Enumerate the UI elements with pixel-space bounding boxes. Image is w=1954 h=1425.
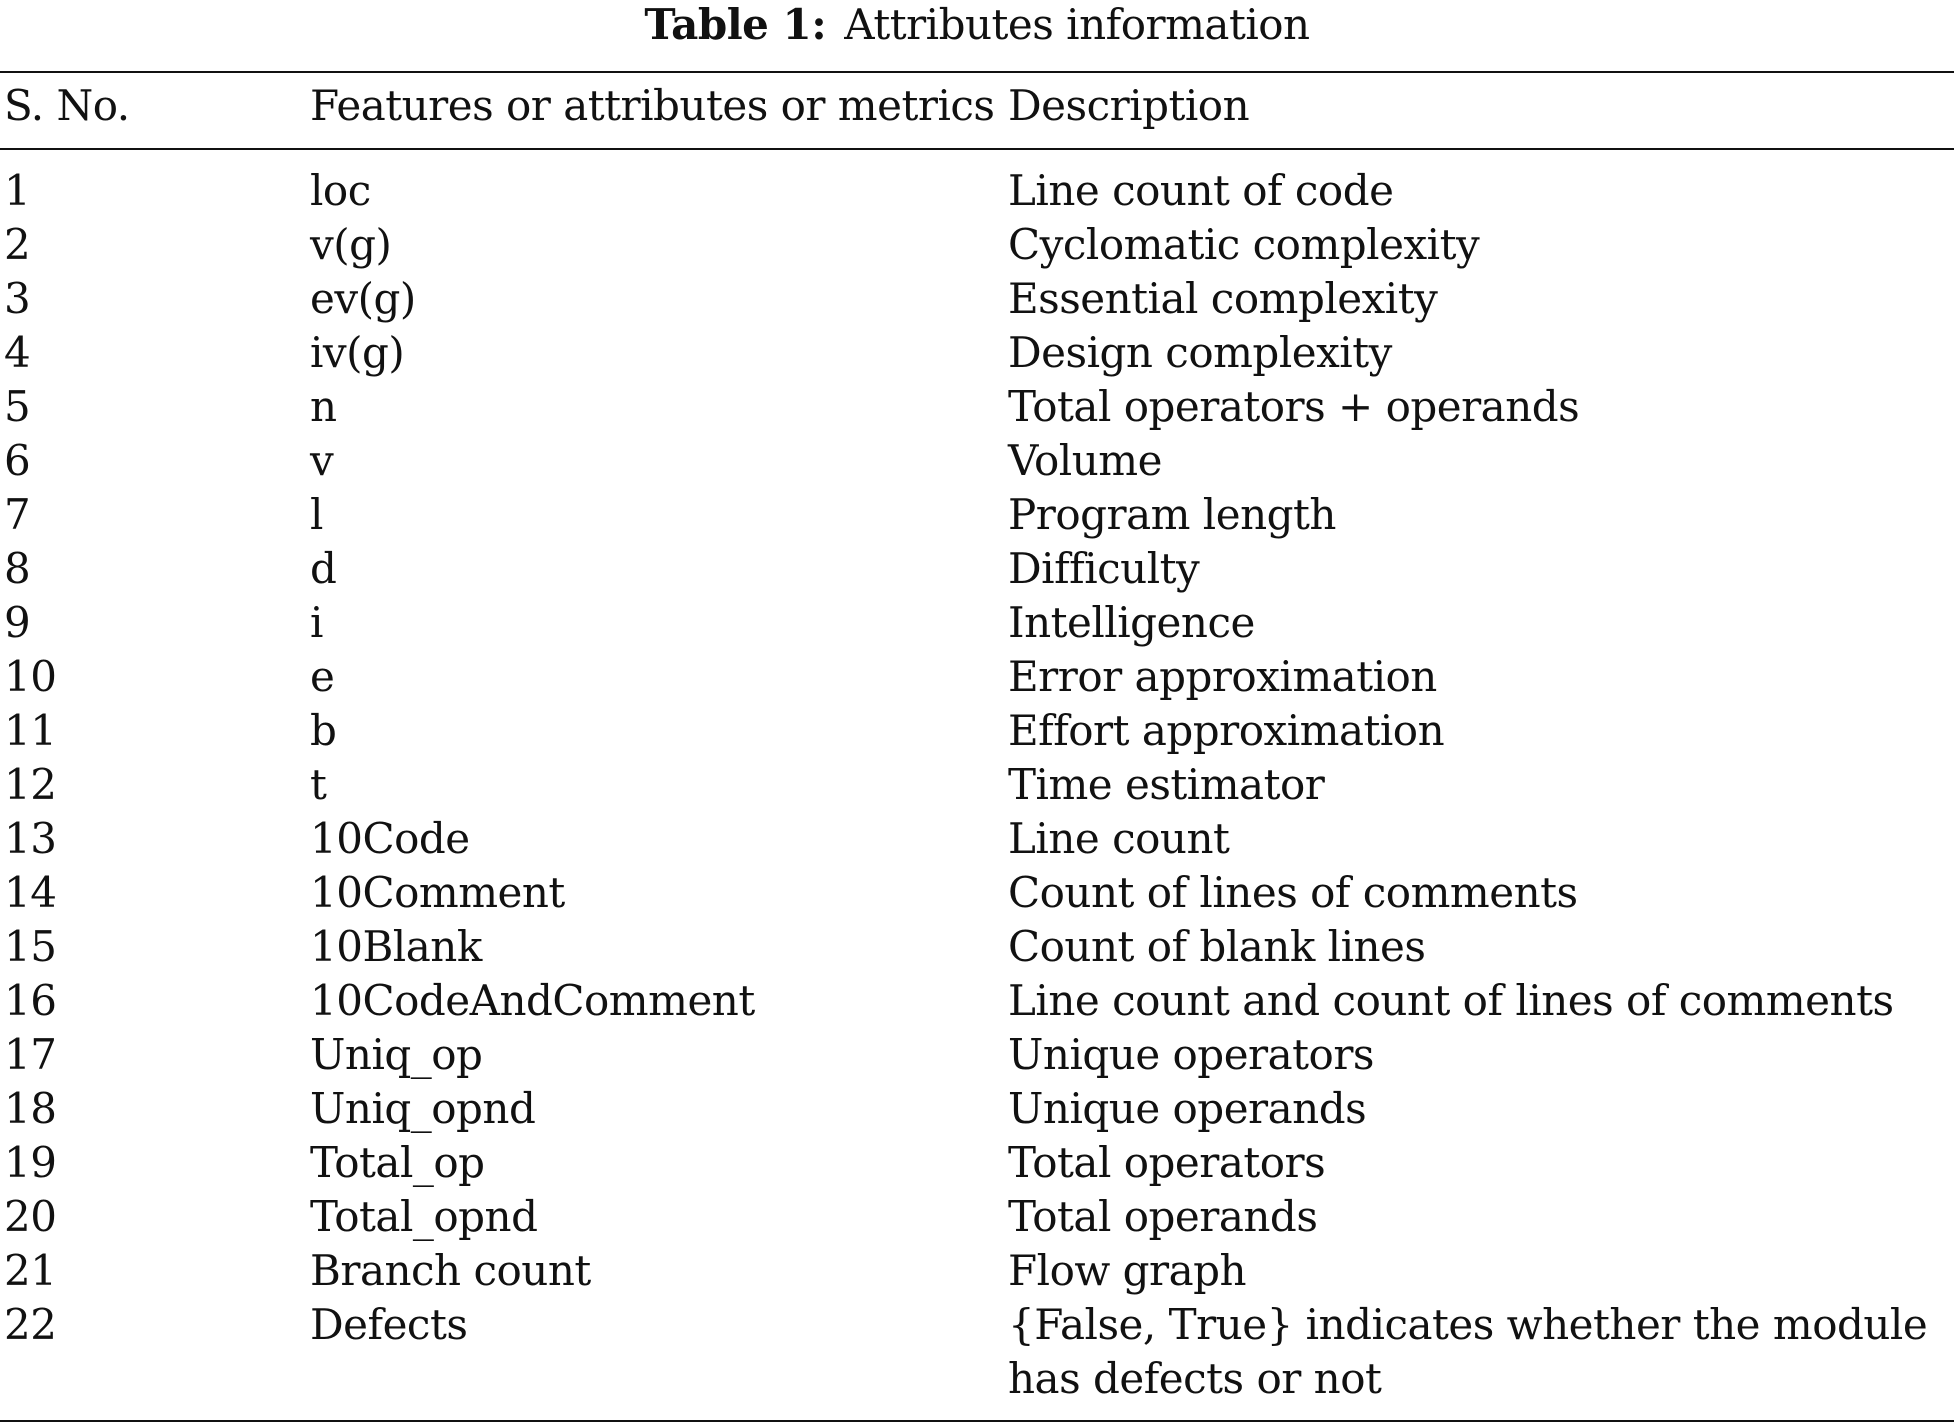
cell-sno: 6 — [4, 436, 31, 485]
cell-description: Line count — [1008, 814, 1230, 863]
table-row — [0, 1136, 1954, 1190]
table-row — [0, 1082, 1954, 1136]
cell-sno: 14 — [4, 868, 57, 917]
cell-feature: i — [310, 598, 323, 647]
table-row — [0, 1190, 1954, 1244]
cell-sno: 9 — [4, 598, 31, 647]
cell-feature: d — [310, 544, 337, 593]
cell-description: Unique operators — [1008, 1030, 1374, 1079]
cell-sno: 5 — [4, 382, 31, 431]
table-bottom-rule — [0, 1420, 1954, 1422]
cell-sno: 17 — [4, 1030, 57, 1079]
cell-description: Count of blank lines — [1008, 922, 1426, 971]
cell-sno: 10 — [4, 652, 57, 701]
cell-description: Time estimator — [1008, 760, 1325, 809]
cell-sno: 1 — [4, 166, 31, 215]
column-header-feature: Features or attributes or metrics — [310, 81, 995, 130]
cell-sno: 7 — [4, 490, 31, 539]
cell-sno: 11 — [4, 706, 57, 755]
table-header-row — [0, 78, 1954, 138]
table-row — [0, 650, 1954, 704]
column-header-description: Description — [1008, 81, 1250, 130]
cell-feature: Uniq_opnd — [310, 1084, 536, 1133]
cell-description: {False, True} indicates whether the module has defects or not — [1008, 1300, 1928, 1403]
cell-feature: Uniq_op — [310, 1030, 483, 1079]
table-row — [0, 596, 1954, 650]
cell-feature: Total_op — [310, 1138, 485, 1187]
cell-feature: e — [310, 652, 335, 701]
cell-description: Effort approximation — [1008, 706, 1445, 755]
table-row — [0, 920, 1954, 974]
cell-feature: iv(g) — [310, 328, 405, 377]
cell-feature: ev(g) — [310, 274, 416, 323]
table-row — [0, 1298, 1954, 1406]
cell-description: Error approximation — [1008, 652, 1437, 701]
table-row — [0, 758, 1954, 812]
cell-description: Essential complexity — [1008, 274, 1438, 323]
cell-description: Total operands — [1008, 1192, 1318, 1241]
cell-description: Volume — [1008, 436, 1162, 485]
cell-description: Line count of code — [1008, 166, 1394, 215]
table-row — [0, 1244, 1954, 1298]
table-top-rule — [0, 71, 1954, 73]
cell-description: Program length — [1008, 490, 1336, 539]
table-row — [0, 326, 1954, 380]
table-row — [0, 164, 1954, 218]
cell-description: Line count and count of lines of comments — [1008, 976, 1894, 1025]
table-caption — [0, 0, 1954, 56]
cell-feature: 10Comment — [310, 868, 565, 917]
table-row — [0, 866, 1954, 920]
cell-description: Unique operands — [1008, 1084, 1367, 1133]
cell-description: Intelligence — [1008, 598, 1255, 647]
table-caption-label: Table 1: — [644, 0, 827, 49]
table-row — [0, 1028, 1954, 1082]
table-row — [0, 974, 1954, 1028]
cell-description: Difficulty — [1008, 544, 1200, 593]
table-row — [0, 272, 1954, 326]
cell-description: Cyclomatic complexity — [1008, 220, 1480, 269]
cell-description: Design complexity — [1008, 328, 1392, 377]
cell-sno: 8 — [4, 544, 31, 593]
table-row — [0, 434, 1954, 488]
table-row — [0, 488, 1954, 542]
cell-feature: loc — [310, 166, 371, 215]
cell-sno: 21 — [4, 1246, 57, 1295]
table-body — [0, 164, 1954, 1406]
cell-description: Total operators + operands — [1008, 382, 1580, 431]
table-row — [0, 542, 1954, 596]
table-row — [0, 704, 1954, 758]
cell-sno: 2 — [4, 220, 31, 269]
cell-sno: 13 — [4, 814, 57, 863]
cell-sno: 12 — [4, 760, 57, 809]
cell-feature: Branch count — [310, 1246, 591, 1295]
cell-sno: 20 — [4, 1192, 57, 1241]
cell-sno: 4 — [4, 328, 31, 377]
cell-feature: 10CodeAndComment — [310, 976, 755, 1025]
cell-sno: 22 — [4, 1300, 57, 1349]
cell-sno: 18 — [4, 1084, 57, 1133]
table-row — [0, 218, 1954, 272]
cell-feature: t — [310, 760, 327, 809]
column-header-sno: S. No. — [4, 81, 130, 130]
table-row — [0, 380, 1954, 434]
cell-feature: 10Code — [310, 814, 470, 863]
table-row — [0, 812, 1954, 866]
cell-description: Total operators — [1008, 1138, 1326, 1187]
cell-sno: 19 — [4, 1138, 57, 1187]
cell-feature: b — [310, 706, 337, 755]
cell-sno: 3 — [4, 274, 31, 323]
table-caption-title: Attributes information — [844, 0, 1310, 49]
cell-feature: v — [310, 436, 334, 485]
cell-feature: 10Blank — [310, 922, 482, 971]
table-header-rule — [0, 148, 1954, 150]
cell-feature: v(g) — [310, 220, 392, 269]
cell-feature: n — [310, 382, 337, 431]
cell-feature: l — [310, 490, 323, 539]
cell-description: Count of lines of comments — [1008, 868, 1578, 917]
cell-feature: Total_opnd — [310, 1192, 538, 1241]
cell-sno: 16 — [4, 976, 57, 1025]
cell-description: Flow graph — [1008, 1246, 1247, 1295]
cell-sno: 15 — [4, 922, 57, 971]
cell-feature: Defects — [310, 1300, 468, 1349]
